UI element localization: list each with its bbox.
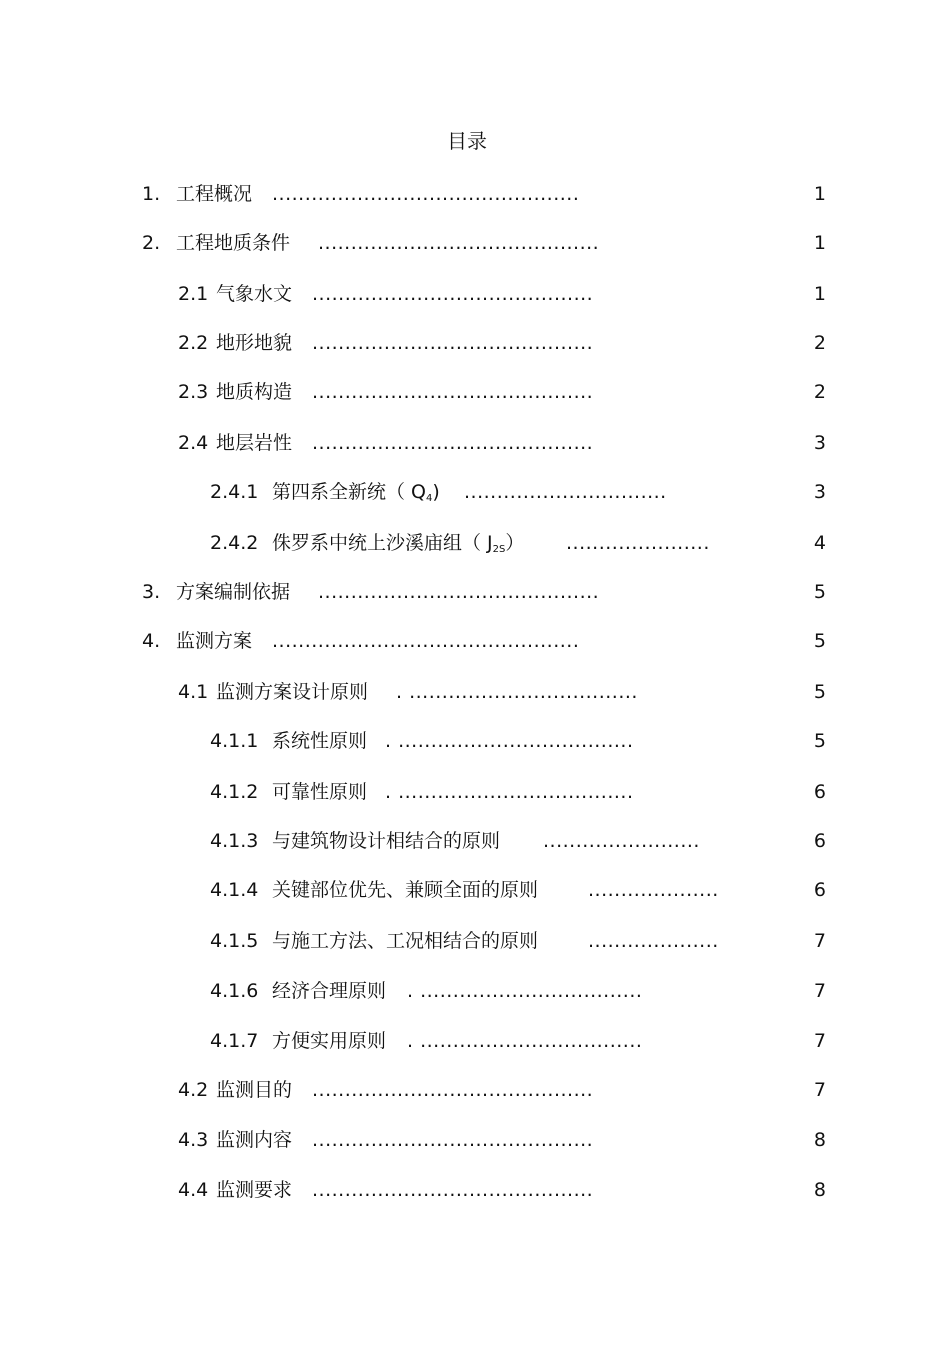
toc-leader: ............................................... — [272, 183, 580, 205]
toc-number: 2.3 — [178, 381, 209, 403]
toc-number: 4.1.7 — [210, 1030, 259, 1052]
toc-leader: ........................................... — [312, 432, 594, 454]
toc-title: 监测目的 — [216, 1079, 293, 1101]
toc-title-text: 侏罗系中统上沙溪庙组（ J — [272, 532, 493, 554]
toc-entry-4-1-4[interactable] — [0, 876, 950, 904]
toc-leader: . .................................... — [385, 730, 634, 752]
toc-entry-2-1[interactable] — [0, 280, 950, 308]
toc-leader: ........................ — [543, 830, 700, 852]
toc-page-number: 6 — [813, 781, 826, 803]
toc-leader: . .................................. — [407, 980, 643, 1002]
toc-title: 关键部位优先、兼顾全面的原则 — [272, 879, 539, 901]
toc-title: 监测方案设计原则 — [216, 681, 369, 703]
toc-page-number: 7 — [813, 1079, 826, 1101]
toc-number: 4. — [142, 630, 161, 652]
toc-title: 监测内容 — [216, 1129, 293, 1151]
toc-title: 与建筑物设计相结合的原则 — [272, 830, 501, 852]
toc-page-number: 5 — [813, 581, 826, 603]
toc-title-end: ） — [505, 532, 525, 554]
toc-leader: . .................................. — [407, 1030, 643, 1052]
toc-number: 4.2 — [178, 1079, 209, 1101]
toc-page-number: 8 — [813, 1179, 826, 1201]
toc-entry-4-1-3[interactable] — [0, 827, 950, 855]
toc-leader: ........................................... — [312, 1179, 594, 1201]
toc-title-end: ) — [432, 481, 440, 503]
toc-entry-4-1-2[interactable] — [0, 778, 950, 806]
toc-leader: . .................................... — [385, 781, 634, 803]
toc-page-number: 5 — [813, 681, 826, 703]
toc-page-number: 2 — [813, 381, 826, 403]
toc-title: 地层岩性 — [216, 432, 293, 454]
toc-leader: ...................... — [566, 532, 710, 554]
toc-page-number: 5 — [813, 630, 826, 652]
toc-number: 4.4 — [178, 1179, 209, 1201]
toc-entry-1[interactable] — [0, 180, 950, 208]
toc-number: 4.1.2 — [210, 781, 259, 803]
toc-title: 地形地貌 — [216, 332, 293, 354]
toc-number: 2.2 — [178, 332, 209, 354]
toc-title-subscript: 4 — [426, 493, 433, 504]
toc-title: 工程概况 — [176, 183, 253, 205]
toc-title: 经济合理原则 — [272, 980, 387, 1002]
toc-number: 4.1.4 — [210, 879, 259, 901]
toc-page-number: 5 — [813, 730, 826, 752]
toc-entry-2-4[interactable] — [0, 429, 950, 457]
toc-number: 4.1.5 — [210, 930, 259, 952]
toc-page-number: 1 — [813, 283, 826, 305]
toc-entry-2[interactable] — [0, 229, 950, 257]
toc-entry-4-1-5[interactable] — [0, 927, 950, 955]
page-title: 目录 — [447, 129, 487, 153]
toc-page-number: 6 — [813, 879, 826, 901]
toc-leader: ............................................... — [272, 630, 580, 652]
toc-number: 2.1 — [178, 283, 209, 305]
toc-entry-4-2[interactable] — [0, 1076, 950, 1104]
toc-entry-4-1-7[interactable] — [0, 1027, 950, 1055]
toc-page-number: 1 — [813, 232, 826, 254]
toc-entry-4-1-6[interactable] — [0, 977, 950, 1005]
toc-leader: ........................................... — [318, 232, 600, 254]
toc-title: 气象水文 — [216, 283, 293, 305]
toc-title — [272, 478, 440, 510]
toc-page-number: 6 — [813, 830, 826, 852]
toc-title: 监测方案 — [176, 630, 253, 652]
toc-number: 4.1 — [178, 681, 209, 703]
toc-number: 1. — [142, 183, 161, 205]
toc-leader: ........................................... — [318, 581, 600, 603]
toc-leader: ............................... — [464, 481, 667, 503]
toc-number: 3. — [142, 581, 161, 603]
toc-title: 可靠性原则 — [272, 781, 368, 803]
toc-leader: ........................................... — [312, 283, 594, 305]
toc-title-text: 第四系全新统（ Q — [272, 481, 426, 503]
toc-title: 系统性原则 — [272, 730, 368, 752]
toc-page-number: 7 — [813, 980, 826, 1002]
toc-leader: ........................................... — [312, 1129, 594, 1151]
toc-entry-3[interactable] — [0, 578, 950, 606]
toc-entry-4-1[interactable] — [0, 678, 950, 706]
toc-number: 4.3 — [178, 1129, 209, 1151]
toc-number: 2. — [142, 232, 161, 254]
toc-entry-4-3[interactable] — [0, 1126, 950, 1154]
toc-number: 2.4.1 — [210, 481, 259, 503]
toc-entry-4-1-1[interactable] — [0, 727, 950, 755]
toc-leader: ........................................... — [312, 1079, 594, 1101]
toc-title — [272, 529, 524, 561]
toc-leader: .................... — [588, 879, 719, 901]
toc-leader: .................... — [588, 930, 719, 952]
toc-number: 2.4.2 — [210, 532, 259, 554]
toc-entry-2-3[interactable] — [0, 378, 950, 406]
toc-entry-2-4-2[interactable] — [0, 529, 950, 557]
toc-entry-2-4-1[interactable] — [0, 478, 950, 506]
toc-leader: . ................................... — [396, 681, 638, 703]
toc-page-number: 8 — [813, 1129, 826, 1151]
toc-page-number: 7 — [813, 930, 826, 952]
toc-page-number: 7 — [813, 1030, 826, 1052]
toc-page-number: 3 — [813, 432, 826, 454]
toc-title: 方便实用原则 — [272, 1030, 387, 1052]
toc-page-number: 3 — [813, 481, 826, 503]
toc-title-subscript: 2S — [492, 544, 506, 555]
toc-leader: ........................................... — [312, 332, 594, 354]
toc-page-number: 1 — [813, 183, 826, 205]
toc-entry-2-2[interactable] — [0, 329, 950, 357]
toc-entry-4[interactable] — [0, 627, 950, 655]
toc-number: 4.1.1 — [210, 730, 259, 752]
toc-title: 方案编制依据 — [176, 581, 291, 603]
toc-page-number: 4 — [813, 532, 826, 554]
toc-title: 与施工方法、工况相结合的原则 — [272, 930, 539, 952]
toc-title: 工程地质条件 — [176, 232, 291, 254]
toc-title: 地质构造 — [216, 381, 293, 403]
toc-number: 4.1.6 — [210, 980, 259, 1002]
toc-number: 4.1.3 — [210, 830, 259, 852]
toc-number: 2.4 — [178, 432, 209, 454]
toc-leader: ........................................... — [312, 381, 594, 403]
toc-page-number: 2 — [813, 332, 826, 354]
toc-entry-4-4[interactable] — [0, 1176, 950, 1204]
toc-title: 监测要求 — [216, 1179, 293, 1201]
